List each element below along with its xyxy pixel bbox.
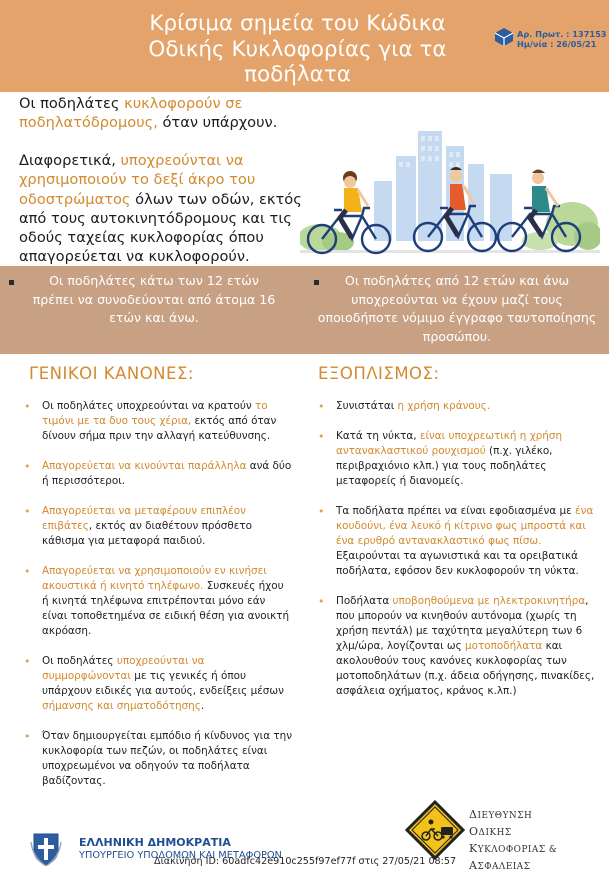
band-bullet-left [9, 280, 14, 285]
page-title: Κρίσιμα σημεία του Κώδικα Οδικής Κυκλοφορίας για τα ποδήλατα [148, 11, 447, 87]
bullet-icon: • [24, 460, 31, 473]
bullet-icon: • [318, 505, 325, 518]
list-item: • Απαγορεύεται να κινούνται παράλληλα ανά δύο ή περισσότεροι. [24, 460, 292, 487]
bullet-icon: • [24, 400, 31, 413]
list-item: • Οι ποδηλάτες υποχρεούνται να κρατούν το τιμόνι με τα δυο τους χέρια, εκτός από όταν δίνουν σήμα πριν την αλλαγή κατεύθυνσης. [24, 400, 277, 442]
bullet-icon: • [318, 430, 325, 443]
bullet-icon: • [24, 730, 31, 743]
bullet-icon: • [24, 655, 31, 668]
list-item: • Κατά τη νύκτα, είναι υποχρεωτική η χρήση αντανακλαστικού ρουχισμού (π.χ. γιλέκο, περιβραχιόνιο κλπ.) για τους ποδηλάτες μεταφορείς ή διανομείς. [318, 430, 563, 487]
general-rules-list [24, 399, 292, 804]
equipment-title: ΕΞΟΠΛΙΣΜΟΣ: [318, 364, 440, 383]
list-item: • Συνιστάται η χρήση κράνους. [318, 400, 491, 413]
road-sign-logo [405, 800, 465, 860]
list-item: • Οι ποδηλάτες υποχρεούνται να συμμορφώνονται με τις γενικές ή όπου υπάρχουν ειδικές για αυτούς, ενδείξεις μέσων σήμανσης και σηματοδότησης. [24, 655, 284, 712]
ministry-name: ΥΠΟΥΡΓΕΙΟ ΥΠΟΔΟΜΩΝ ΚΑΙ ΜΕΤΑΦΟΡΩΝ [79, 850, 282, 861]
header-banner [0, 0, 609, 92]
list-item: • Ποδήλατα υποβοηθούμενα με ηλεκτροκινητήρα, που μπορούν να κινηθούν αυτόνομα (χωρίς τη χρήση πεντάλ) με ταχύτητα μεγαλύτερη των 6 χλμ/ώρα, λογίζονται ως μοτοποδήλατα και ακολουθούν τους κανόνες κυκλοφορίας των μοτοποδηλάτων (π.χ. άδεια οδήγησης, πινακίδες, ασφάλεια οχήματος, κράνος κ.λπ.) [318, 595, 595, 697]
list-item: • Όταν δημιουργείται εμπόδιο ή κίνδυνος για την κυκλοφορία των πεζών, οι ποδηλάτες είναι υποχρεωμένοι να οδηγούν τα ποδήλατα βαδίζοντας. [24, 730, 292, 787]
registry-stamp-icon [493, 27, 515, 47]
traffic-directorate-logo-text: ΔΙΕΥΘΥΝΣΗ ΟΔΙΚΗΣ ΚΥΚΛΟΦΟΡΙΑΣ & ΑΣΦΑΛΕΙΑΣ [469, 808, 558, 872]
bullet-icon: • [318, 400, 325, 413]
document-id: Διακίνηση ID: 60adfc42e910c255f97ef77f στις 27/05/21 08:57 [154, 856, 457, 867]
over-12-notice: Οι ποδηλάτες από 12 ετών και άνω υποχρεούνται να έχουν μαζί τους οποιοδήποτε νόμιμο έγγραφο ταυτοποίησης προσώπου. [317, 273, 597, 344]
protocol-date: Ημ/νία : 26/05/21 [517, 39, 597, 49]
protocol-number: Αρ. Πρωτ. : 137153 [517, 29, 607, 39]
bullet-icon: • [318, 595, 325, 608]
intro-highlight-1: κυκλοφορούν σε ποδηλατόδρομους, [19, 95, 243, 132]
bullet-icon: • [24, 505, 31, 518]
list-item: • Απαγορεύεται να μεταφέρουν επιπλέον επιβάτες, εκτός αν διαθέτουν πρόσθετο κάθισμα για μεταφορά παιδιού. [24, 505, 252, 547]
equipment-list [318, 399, 598, 714]
intro-highlight-2: υποχρεούνται να χρησιμοποιούν το δεξί άκρο του οδοστρώματος [19, 152, 256, 208]
cyclists-illustration [300, 126, 600, 263]
under-12-notice: Οι ποδηλάτες κάτω των 12 ετών πρέπει να συνοδεύονται από άτομα 16 ετών και άνω. [32, 273, 276, 325]
bullet-icon: • [24, 565, 31, 578]
intro-paragraph-2: Διαφορετικά, υποχρεούνται να χρησιμοποιούν το δεξί άκρο του οδοστρώματος όλων των οδών, εκτός από τους αυτοκινητόδρομους και τις οδούς ταχείας κυκλοφορίας όπου απαγορεύεται να κυκλοφορούν. [19, 152, 302, 266]
general-rules-title: ΓΕΝΙΚΟΙ ΚΑΝΟΝΕΣ: [29, 364, 194, 383]
list-item: • Απαγορεύεται να χρησιμοποιούν εν κινήσει ακουστικά ή κινητό τηλέφωνο. Συσκευές ήχου ή κινητά τηλέφωνα επιτρέπονται μόνο εάν είναι τοποθετημένα σε ειδική θέση για ανοικτή ακρόαση. [24, 565, 290, 637]
intro-paragraph-1: Οι ποδηλάτες κυκλοφορούν σε ποδηλατόδρομους, όταν υπάρχουν. [19, 95, 278, 132]
hellenic-crest-icon [30, 830, 62, 866]
list-item: • Τα ποδήλατα πρέπει να είναι εφοδιασμένα με ένα κουδούνι, ένα λευκό ή κίτρινο φως μπροστά και ένα ερυθρό αντανακλαστικό φως πίσω. Εξαιρούνται τα αγωνιστικά και τα ορειβατικά ποδήλατα, εφόσον δεν κυκλοφορούν τη νύκτα. [318, 505, 594, 577]
government-name: ΕΛΛΗΝΙΚΗ ΔΗΜΟΚΡΑΤΙΑ [79, 836, 231, 849]
protocol-reference [517, 29, 606, 49]
